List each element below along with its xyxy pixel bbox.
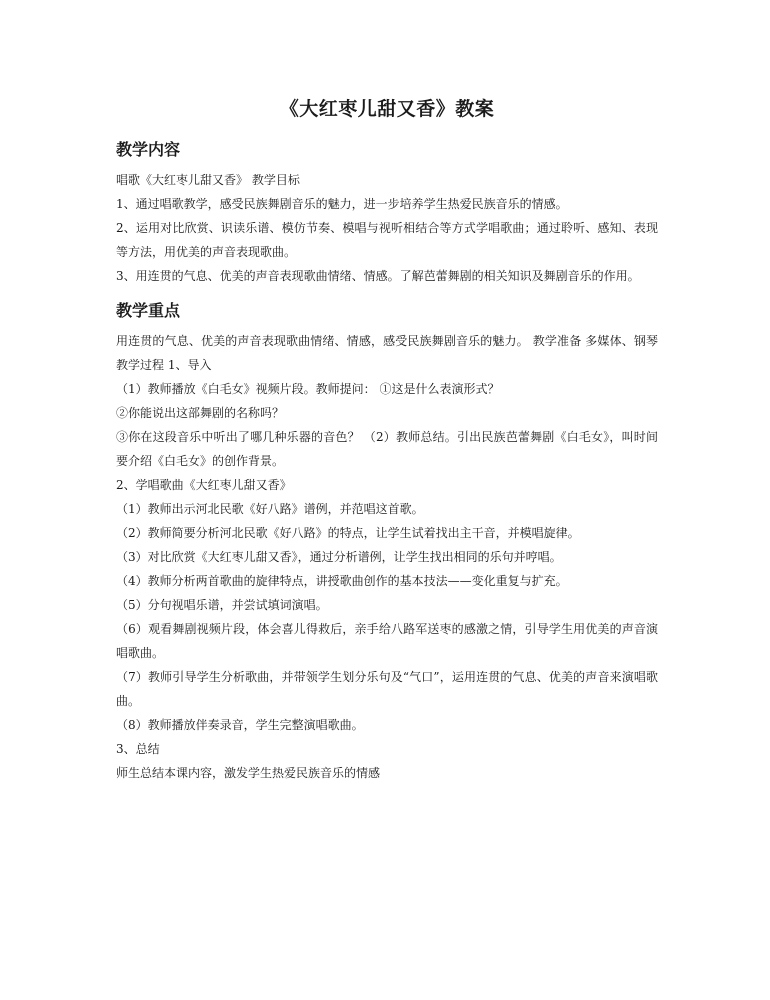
section-teaching-focus xyxy=(116,298,658,785)
paragraph: （6）观看舞剧视频片段，体会喜儿得救后，亲手给八路军送枣的感激之情，引导学生用优美的声音演唱歌曲。 xyxy=(116,622,658,660)
paragraph: ②你能说出这部舞剧的名称吗？ xyxy=(116,406,285,420)
paragraph: 2、学唱歌曲《大红枣儿甜又香》 xyxy=(116,478,292,492)
paragraph: ③你在这段音乐中听出了哪几种乐器的音色？ （2）教师总结。引出民族芭蕾舞剧《白毛女》，叫时间要介绍《白毛女》的创作背景。 xyxy=(116,430,658,468)
paragraph: 3、总结 xyxy=(116,742,160,756)
paragraph: （3）对比欣赏《大红枣儿甜又香》，通过分析谱例，让学生找出相同的乐句并哼唱。 xyxy=(116,550,562,564)
section-teaching-content xyxy=(116,137,658,288)
paragraph: （1）教师播放《白毛女》视频片段。教师提问： ①这是什么表演形式？ xyxy=(116,382,500,396)
paragraph: 2、运用对比欣赏、识读乐谱、模仿节奏、模唱与视听相结合等方式学唱歌曲；通过聆听、感知、表现等方法，用优美的声音表现歌曲。 xyxy=(116,221,658,259)
paragraph: （1）教师出示河北民歌《好八路》谱例，并范唱这首歌。 xyxy=(116,502,424,516)
paragraph: （8）教师播放伴奏录音，学生完整演唱歌曲。 xyxy=(116,718,364,732)
paragraph: 师生总结本课内容，激发学生热爱民族音乐的情感 xyxy=(116,766,381,780)
paragraph: 3、用连贯的气息、优美的声音表现歌曲情绪、情感。了解芭蕾舞剧的相关知识及舞剧音乐的作用。 xyxy=(116,269,640,283)
paragraph: （2）教师简要分析河北民歌《好八路》的特点，让学生试着找出主干音，并模唱旋律。 xyxy=(116,526,580,540)
paragraph: 用连贯的气息、优美的声音表现歌曲情绪、情感，感受民族舞剧音乐的魅力。 教学准备 多媒体、钢琴 教学过程 1、导入 xyxy=(116,334,658,372)
paragraph: （4）教师分析两首歌曲的旋律特点，讲授歌曲创作的基本技法——变化重复与扩充。 xyxy=(116,574,568,588)
document-title: 《大红枣儿甜又香》教案 xyxy=(279,98,495,120)
section-heading: 教学重点 xyxy=(116,301,181,320)
paragraph: 1、通过唱歌教学，感受民族舞剧音乐的魅力，进一步培养学生热爱民族音乐的情感。 xyxy=(116,197,568,211)
paragraph: （7）教师引导学生分析歌曲，并带领学生划分乐句及“气口”，运用连贯的气息、优美的声音来演唱歌曲。 xyxy=(116,670,658,708)
paragraph: （5）分句视唱乐谱，并尝试填词演唱。 xyxy=(116,598,328,612)
paragraph: 唱歌《大红枣儿甜又香》 教学目标 xyxy=(116,173,300,187)
section-heading: 教学内容 xyxy=(116,140,181,159)
